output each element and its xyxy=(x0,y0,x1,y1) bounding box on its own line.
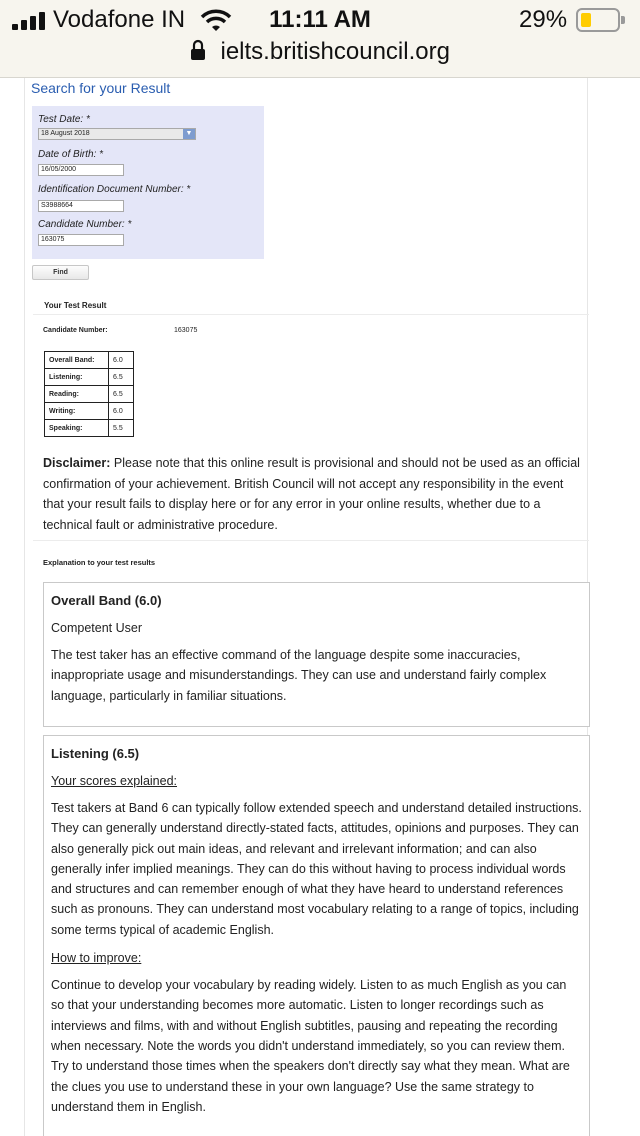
status-bar xyxy=(0,0,640,40)
id-document-field[interactable]: S3988664 xyxy=(38,200,124,212)
explanation-title: Explanation to your test results xyxy=(43,558,156,567)
band-label: Overall Band: xyxy=(45,352,109,369)
find-button[interactable]: Find xyxy=(32,265,89,280)
candidate-number-field[interactable]: 163075 xyxy=(38,234,124,246)
page-content xyxy=(24,78,588,1136)
band-label: Writing: xyxy=(45,403,109,420)
result-candidate-value: 163075 xyxy=(174,327,198,334)
band-value: 6.0 xyxy=(109,403,134,420)
dob-field[interactable]: 16/05/2000 xyxy=(38,164,124,176)
scores-explained-heading: Your scores explained: xyxy=(51,774,178,788)
band-label: Reading: xyxy=(45,386,109,403)
lock-icon xyxy=(190,39,206,61)
carrier-name: Vodafone IN xyxy=(53,6,186,33)
band-row xyxy=(45,369,134,386)
how-to-improve-text: Continue to develop your vocabulary by reading widely. Listen to as much English as you can so that your understanding becomes more automatic. Listen to longer recordings such as interviews and films, with and without English subtitles, pausing and repeating the recording when necessary. Note the words you didn't understand immediately, so you can review them. Try to understand those times when the speakers don't directly say what they mean. What are the clues you use to understand these in your own language? Use the same strategy to understand them in English. xyxy=(51,978,570,1114)
search-result-link[interactable]: Search for your Result xyxy=(31,80,171,96)
test-date-value: 18 August 2018 xyxy=(41,130,90,137)
overall-band-card xyxy=(43,582,590,727)
disclaimer-heading: Disclaimer: xyxy=(43,456,111,470)
band-label: Speaking: xyxy=(45,420,109,437)
band-row xyxy=(45,403,134,420)
band-value: 6.0 xyxy=(109,352,134,369)
battery-percent: 29% xyxy=(519,6,568,33)
address-bar[interactable] xyxy=(0,38,640,72)
band-value: 6.5 xyxy=(109,369,134,386)
overall-band-heading: Overall Band (6.0) xyxy=(51,593,162,608)
browser-top-bar xyxy=(0,0,640,78)
chevron-down-icon: ▼ xyxy=(183,129,195,139)
overall-band-level: Competent User xyxy=(51,621,143,635)
url-text[interactable]: ielts.britishcouncil.org xyxy=(220,38,450,65)
overall-band-text: The test taker has an effective command of the language despite some inaccuracies, inappropriate usage and misunderstandings. They can use and understand fairly complex language, particularly in familiar situations. xyxy=(51,648,547,703)
battery-icon xyxy=(576,8,620,32)
band-row xyxy=(45,386,134,403)
result-candidate-label: Candidate Number: xyxy=(43,327,108,334)
band-value: 5.5 xyxy=(109,420,134,437)
disclaimer xyxy=(43,453,583,535)
test-date-select[interactable] xyxy=(38,128,196,140)
band-row xyxy=(45,420,134,437)
disclaimer-text: Please note that this online result is provisional and should not be used as an official confirmation of your achievement. British Council will not accept any responsibility in the event that your result fails to display here or for any error in your online results, whether due to a technical fault or administrative procedure. xyxy=(43,456,580,532)
test-date-label: Test Date: * xyxy=(38,114,90,125)
divider xyxy=(33,540,589,541)
test-result-title: Your Test Result xyxy=(44,301,107,310)
candidate-number-label: Candidate Number: * xyxy=(38,219,132,230)
scores-explained-text: Test takers at Band 6 can typically follow extended speech and understand detailed instructions. They can generally understand directly-stated facts, attitudes, opinions and purposes. They can also generally pick out main ideas, and relevant and irrelevant information; and can also generally infer implied meanings. They can do this without having to process individual words and structures and can remember enough of what they have heard to understand references such as pronouns. They can understand most vocabulary relating to a range of topics, including some terms typical of academic English. xyxy=(51,801,582,937)
band-label: Listening: xyxy=(45,369,109,386)
band-row xyxy=(45,352,134,369)
battery-nub xyxy=(621,16,625,24)
band-value: 6.5 xyxy=(109,386,134,403)
listening-card xyxy=(43,735,590,1136)
search-form xyxy=(32,106,264,259)
clock: 11:11 AM xyxy=(269,6,371,33)
how-to-improve-heading: How to improve: xyxy=(51,951,142,966)
dob-label: Date of Birth: * xyxy=(38,149,104,160)
battery-fill xyxy=(581,13,591,27)
band-score-table xyxy=(44,351,134,437)
listening-heading: Listening (6.5) xyxy=(51,746,140,761)
divider xyxy=(33,314,589,315)
id-document-label: Identification Document Number: * xyxy=(38,184,191,195)
